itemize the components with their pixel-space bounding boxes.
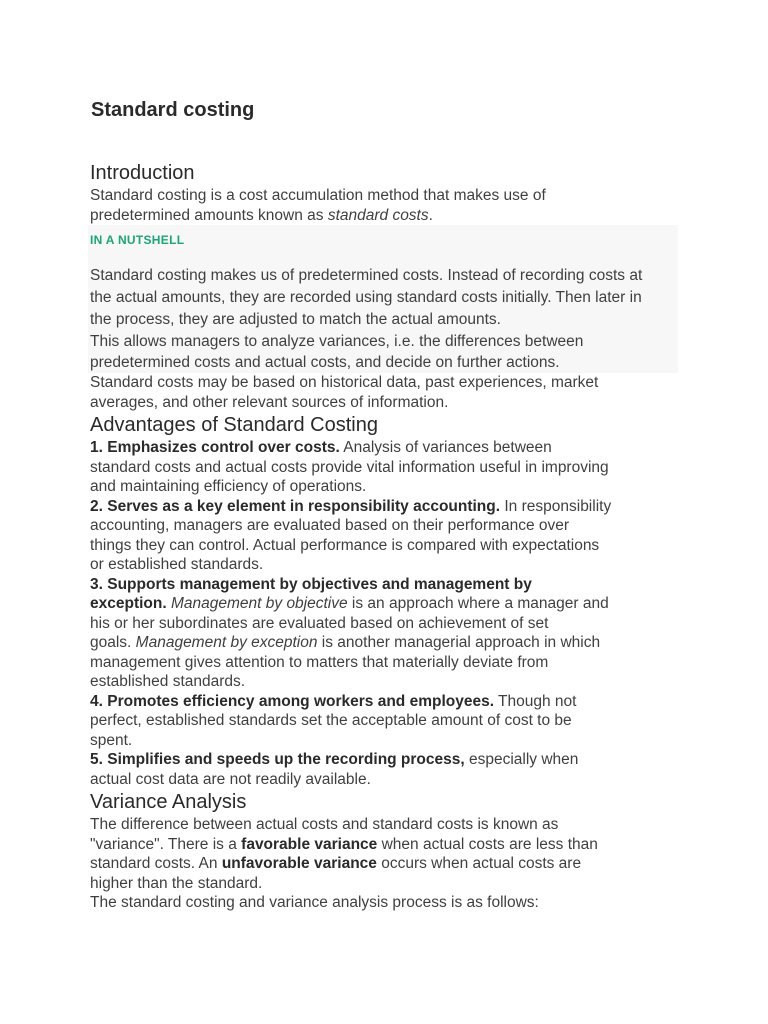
text-line: perfect, established standards set the acceptable amount of cost to be	[90, 712, 572, 729]
text-line: Standard costing is a cost accumulation method that makes use of	[90, 187, 546, 204]
text-line: accounting, managers are evaluated based on their performance over	[90, 517, 570, 534]
advantage-item-2	[90, 497, 680, 575]
favorable-variance-term: favorable variance	[241, 835, 378, 853]
text-line: The standard costing and variance analysis process is as follows:	[90, 894, 539, 911]
nutshell-callout	[88, 225, 678, 373]
introduction-paragraph	[90, 186, 680, 225]
text-line: his or her subordinates are evaluated based on achievement of set	[90, 614, 549, 632]
text-line: "variance". There is a favorable variance when actual costs are less than	[90, 835, 598, 853]
variance-analysis-heading: Variance Analysis	[90, 791, 247, 813]
introduction-heading: Introduction	[90, 162, 195, 184]
text-line: or established standards.	[90, 556, 264, 573]
text-line: higher than the standard.	[90, 874, 263, 892]
text-line: 5. Simplifies and speeds up the recording process, especially when	[90, 751, 579, 768]
text-line: 1. Emphasizes control over costs. Analysis of variances between	[90, 439, 552, 456]
text-line: The difference between actual costs and standard costs is known as	[90, 816, 559, 833]
text-line: the process, they are adjusted to match the actual amounts.	[90, 311, 501, 328]
nutshell-paragraph-2	[90, 331, 678, 373]
nutshell-paragraph-1	[90, 265, 678, 331]
advantage-item-1	[90, 438, 680, 497]
text-line: things they can control. Actual performance is compared with expectations	[90, 536, 600, 554]
text-line: standard costs and actual costs provide vital information useful in improving	[90, 458, 609, 476]
unfavorable-variance-term: unfavorable variance	[221, 855, 377, 872]
document-title: Standard costing	[91, 99, 255, 121]
text-line: management gives attention to matters that materially deviate from	[90, 653, 549, 671]
document-body	[90, 160, 680, 913]
text-line: This allows managers to analyze variances, i.e. the differences between	[90, 333, 584, 350]
text-line: 4. Promotes efficiency among workers and employees. Though not	[90, 692, 577, 710]
text-line: averages, and other relevant sources of information.	[90, 393, 449, 411]
advantage-item-3	[90, 575, 680, 692]
text-line: Standard costing makes us of predetermined costs. Instead of recording costs at	[90, 267, 643, 284]
standard-costs-term: standard costs	[327, 206, 429, 224]
management-by-exception-term: Management by exception	[135, 634, 318, 651]
text-line: standard costs. An unfavorable variance occurs when actual costs are	[90, 855, 582, 872]
nutshell-label: IN A NUTSHELL	[90, 233, 185, 247]
text-line: exception. Management by objective is an approach where a manager and	[90, 595, 609, 612]
text-line: goals. Management by exception is another managerial approach in which	[90, 634, 601, 651]
advantage-item-4	[90, 692, 680, 751]
variance-paragraph	[90, 815, 680, 913]
text-line: 2. Serves as a key element in responsibility accounting. In responsibility	[90, 497, 612, 515]
text-line: and maintaining efficiency of operations.	[90, 478, 367, 495]
basis-paragraph	[90, 373, 680, 412]
text-line: predetermined amounts known as standard costs.	[90, 206, 433, 224]
text-line: Standard costs may be based on historical data, past experiences, market	[90, 374, 599, 391]
text-line: actual cost data are not readily available.	[90, 770, 371, 788]
text-line: established standards.	[90, 673, 246, 690]
text-line: 3. Supports management by objectives and management by	[90, 575, 532, 593]
management-by-objective-term: Management by objective	[170, 595, 348, 612]
text-line: the actual amounts, they are recorded using standard costs initially. Then later in	[90, 289, 642, 306]
text-line: predetermined costs and actual costs, and decide on further actions.	[90, 354, 560, 371]
advantage-item-5	[90, 750, 680, 789]
text-line: spent.	[90, 731, 133, 749]
advantages-heading: Advantages of Standard Costing	[90, 414, 378, 436]
